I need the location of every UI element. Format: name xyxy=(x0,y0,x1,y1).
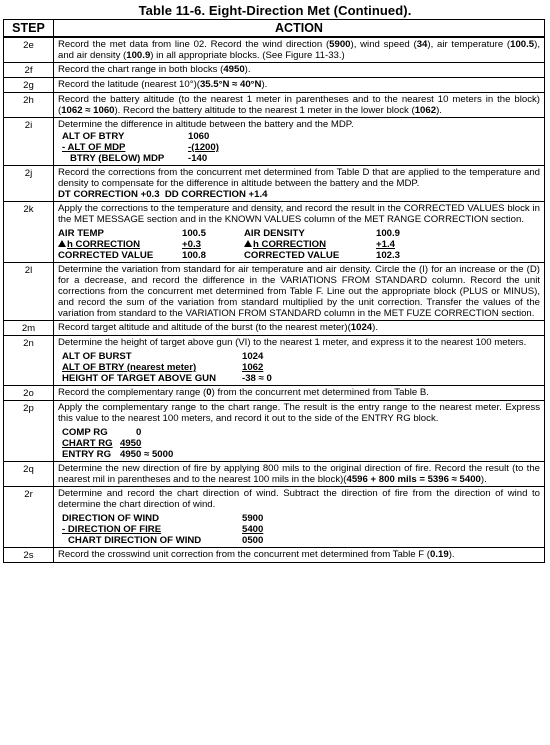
calc-value: +1.4 xyxy=(376,239,395,250)
calc-value: 5900 xyxy=(242,513,264,524)
table-title: Table 11-6. Eight-Direction Met (Continued). xyxy=(138,3,412,18)
step-id: 2l xyxy=(4,263,54,321)
table-row xyxy=(4,37,545,63)
table-row xyxy=(4,78,545,93)
calc-value: 0500 xyxy=(242,535,264,546)
step-action xyxy=(54,336,545,386)
calc-value: 1024 xyxy=(242,351,264,362)
calc-value: 0 xyxy=(136,427,142,438)
step-id: 2n xyxy=(4,336,54,386)
calc-label: HEIGHT OF TARGET ABOVE GUN xyxy=(62,373,217,384)
step-id: 2r xyxy=(4,487,54,548)
step-id: 2h xyxy=(4,93,54,118)
step-action xyxy=(54,401,545,462)
table-row xyxy=(4,487,545,548)
calc-value: 1060 xyxy=(188,131,210,142)
calc-label: COMP RG xyxy=(62,427,108,438)
calc-label: CHART RG xyxy=(62,438,113,449)
step-id: 2g xyxy=(4,78,54,93)
calc-value: 5400 xyxy=(242,524,264,535)
step-action: Determine the variation from standard for air temperature and air density. Circle the (I) for an increase or the (D) for a decrease, and record the difference in the VARIATIONS FROM STANDARD column. Record the unit corrections from the concurrent met determined from Table F. Line out the appropriate block (PLUS or MINUS), and record the sum of the variation from standard multiplied by the unit correction. Transfer the values of the variation from standard to the VARIATION FROM STANDARD column in the MET FUZE CORRECTION section. xyxy=(54,263,545,321)
step-text: Determine the difference in altitude between the battery and the MDP. xyxy=(58,119,354,130)
action-column-header: ACTION xyxy=(54,20,545,38)
step-text: Determine the height of target above gun (VI) to the nearest 1 meter, and express it to the nearest 100 meters. xyxy=(58,337,527,348)
calc-value: -(1200) xyxy=(188,142,219,153)
calc-label: h CORRECTION xyxy=(58,239,182,250)
calc-block xyxy=(62,427,173,460)
table-header-row xyxy=(4,20,545,38)
calc-label: BTRY (BELOW) MDP xyxy=(70,153,165,164)
table-row xyxy=(4,401,545,462)
calc-label: AIR TEMP xyxy=(58,228,104,239)
calc-block xyxy=(62,513,263,546)
step-id: 2j xyxy=(4,166,54,202)
calc-value: 100.8 xyxy=(182,250,207,261)
calc-label: - DIRECTION OF FIRE xyxy=(62,524,162,535)
step-action: Determine the new direction of fire by applying 800 mils to the original direction of fire. Record the result (to the nearest mil in parentheses and to the nearest 100 mils in the block)(4596 + 800 mils = 5396 ≈ 5400). xyxy=(54,462,545,487)
step-text: Apply the complementary range to the chart range. The result is the entry range to the nearest meter. Express this value to the nearest 100 meters, and record it out to the side of the ENTRY RG block. xyxy=(58,402,540,424)
step-action xyxy=(54,202,545,263)
table-row xyxy=(4,63,545,78)
calc-label: AIR DENSITY xyxy=(244,228,305,239)
calc-value: 1062 xyxy=(242,362,264,373)
table-row xyxy=(4,202,545,263)
calc-value: 4950 ≈ 5000 xyxy=(120,449,174,460)
step-id: 2q xyxy=(4,462,54,487)
step-id: 2o xyxy=(4,386,54,401)
calc-label: ALT OF BURST xyxy=(62,351,132,362)
corrected-values-block xyxy=(58,228,400,261)
step-id: 2m xyxy=(4,321,54,336)
calc-value: 4950 xyxy=(120,438,142,449)
table-row xyxy=(4,336,545,386)
calc-value: -140 xyxy=(188,153,208,164)
step-action: Record the crosswind unit correction from the concurrent met determined from Table F (0.19). xyxy=(54,548,545,563)
calc-value: -38 ≈ 0 xyxy=(242,373,272,384)
table-row xyxy=(4,321,545,336)
calc-label: ENTRY RG xyxy=(62,449,112,460)
step-id: 2s xyxy=(4,548,54,563)
step-id: 2f xyxy=(4,63,54,78)
step-action: Record target altitude and altitude of the burst (to the nearest meter)(1024). xyxy=(54,321,545,336)
table-row xyxy=(4,548,545,563)
step-id: 2e xyxy=(4,37,54,63)
calc-label: CHART DIRECTION OF WIND xyxy=(68,535,202,546)
calc-value: 102.3 xyxy=(376,250,401,261)
step-action xyxy=(54,118,545,166)
calc-block xyxy=(62,131,219,164)
calc-label: DIRECTION OF WIND xyxy=(62,513,159,524)
step-text: Apply the corrections to the temperature and density, and record the result in the CORRECTED VALUES block in the MET MESSAGE section and in the KNOWN VALUES column of the MET RANGE CORRECTION section. xyxy=(58,203,540,225)
correction-line: DT CORRECTION +0.3 DD CORRECTION +1.4 xyxy=(58,189,268,200)
calc-label: ALT OF BTRY xyxy=(62,131,125,142)
delta-icon xyxy=(244,240,252,247)
met-procedure-table xyxy=(3,19,545,563)
calc-block xyxy=(62,351,272,384)
step-action: Record the complementary range (0) from the concurrent met determined from Table B. xyxy=(54,386,545,401)
table-row xyxy=(4,462,545,487)
step-action: Record the battery altitude (to the nearest 1 meter in parentheses and to the nearest 10 meters in the block) (1062 ≈ 1060). Record the battery altitude to the nearest 1 meter in the lower block (1062). xyxy=(54,93,545,118)
step-action: Record the chart range in both blocks (4950). xyxy=(54,63,545,78)
calc-value: 100.9 xyxy=(376,228,401,239)
step-text: Record the corrections from the concurrent met determined from Table D that are applied to the temperature and density to compensate for the difference in altitude between the battery and the MDP. xyxy=(58,167,540,189)
step-action xyxy=(54,487,545,548)
step-text: Determine and record the chart direction of wind. Subtract the direction of fire from the direction of wind to determine the chart direction of wind. xyxy=(58,488,540,510)
table-row xyxy=(4,166,545,202)
calc-label: h CORRECTION xyxy=(244,239,376,250)
step-id: 2p xyxy=(4,401,54,462)
table-row xyxy=(4,93,545,118)
step-action: Record the met data from line 02. Record the wind direction (5900), wind speed (34), air temperature (100.5), and air density (100.9) in all appropriate blocks. (See Figure 11-33.) xyxy=(54,37,545,63)
calc-value: 100.5 xyxy=(182,228,207,239)
step-id: 2i xyxy=(4,118,54,166)
step-id: 2k xyxy=(4,202,54,263)
calc-label: - ALT OF MDP xyxy=(62,142,126,153)
calc-label: ALT OF BTRY (nearest meter) xyxy=(62,362,197,373)
step-action: Record the latitude (nearest 10°)(35.5°N ≈ 40°N). xyxy=(54,78,545,93)
table-row xyxy=(4,118,545,166)
delta-icon xyxy=(58,240,66,247)
step-column-header: STEP xyxy=(4,20,54,38)
calc-label: CORRECTED VALUE xyxy=(244,250,340,261)
calc-label: CORRECTED VALUE xyxy=(58,250,154,261)
table-row xyxy=(4,263,545,321)
calc-value: +0.3 xyxy=(182,239,201,250)
step-action xyxy=(54,166,545,202)
table-row xyxy=(4,386,545,401)
